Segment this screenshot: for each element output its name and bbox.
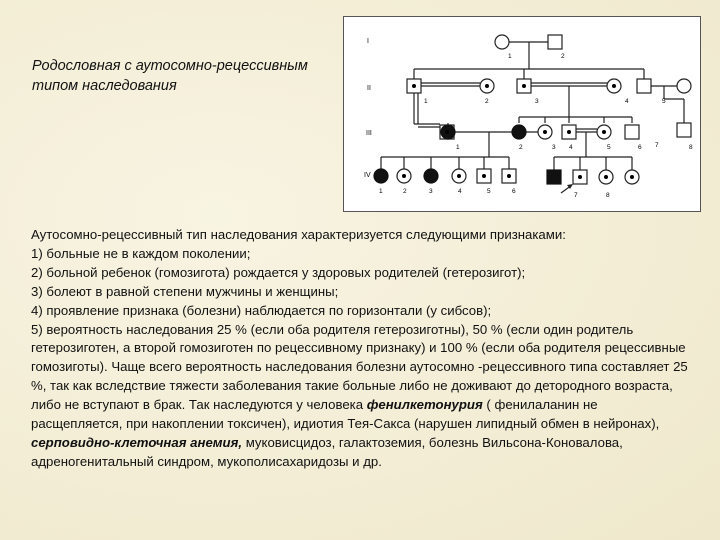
- ind-IV-2: 2: [403, 188, 407, 195]
- ind-III-1: 1: [456, 144, 460, 151]
- ind-III-7: 7: [655, 142, 659, 149]
- feature-5-end: муковисцидоз, галактоземия, болезнь Вильсона-Коновалова, адреногенитальный синдром, мукополисахаридозы и др.: [31, 434, 623, 469]
- ind-III-2: 2: [519, 144, 523, 151]
- ind-III-4: 4: [569, 144, 573, 151]
- feature-3: 3) болеют в равной степени мужчины и женщины;: [31, 283, 339, 299]
- pedigree-chart: [343, 16, 701, 212]
- ind-IV-7: 7: [574, 192, 578, 199]
- ind-III-5: 5: [607, 144, 611, 151]
- ind-IV-3: 3: [429, 188, 433, 195]
- feature-4: 4) проявление признака (болезни) наблюдается по горизонтали (у сибсов);: [31, 302, 492, 318]
- ind-II-2: 2: [485, 98, 489, 105]
- ind-II-4: 4: [625, 98, 629, 105]
- gen-label-2: II: [367, 85, 371, 92]
- ind-IV-1: 1: [379, 188, 383, 195]
- ind-IV-4: 4: [458, 188, 462, 195]
- ind-II-3: 3: [535, 98, 539, 105]
- feature-2: 2) больной ребенок (гомозигота) рождается у здоровых родителей (гетерозигот);: [31, 264, 526, 280]
- gen-label-3: III: [366, 130, 372, 137]
- feature-5-cont: ( фенилаланин не расщепляется, при накоплении токсичен), идиотия Тея-Сакса (нарушен липидный обмен в нейронах),: [31, 397, 660, 432]
- disease-phenylketonuria: фенилкетонурия: [366, 397, 483, 413]
- ind-IV-6: 6: [512, 188, 516, 195]
- ind-III-6: 6: [638, 144, 642, 151]
- gen-label-1: I: [367, 38, 369, 45]
- ind-IV-8: 8: [606, 192, 610, 199]
- ind-II-5: 5: [662, 98, 666, 105]
- ind-III-3: 3: [552, 144, 556, 151]
- ind-II-1: 1: [424, 98, 428, 105]
- ind-IV-5: 5: [487, 188, 491, 195]
- page-title: Родословная с аутосомно-рецессивным типом наследования: [32, 58, 308, 94]
- description-text: [31, 226, 691, 472]
- disease-sickle-cell: серповидно-клеточная анемия,: [31, 434, 243, 450]
- feature-5: [31, 321, 691, 472]
- gen-label-4: IV: [364, 172, 371, 179]
- ind-III-8: 8: [689, 144, 693, 151]
- feature-5-text: 5) вероятность наследования 25 % (если оба родителя гетерозиготны), 50 % (если один родитель гетерозиготен, а второй гомозиготен по рецессивному признаку) и 100 % (если оба родителя рецессивные гомозиготы). Чаще всего вероятность наследования болезни аутосомно -рецессивного типа составляет 25 %, так как вследствие тяжести заболевания такие больные либо не доживают до детородного возраста, либо не вступают в брак. Так наследуются у человека: [31, 321, 688, 413]
- intro-line: Аутосомно-рецессивный тип наследования характеризуется следующими признаками:: [31, 227, 566, 242]
- pedigree-svg: [344, 17, 699, 210]
- ind-I-2: 2: [561, 53, 565, 60]
- ind-I-1: 1: [508, 53, 512, 60]
- feature-1: 1) больные не в каждом поколении;: [31, 245, 251, 261]
